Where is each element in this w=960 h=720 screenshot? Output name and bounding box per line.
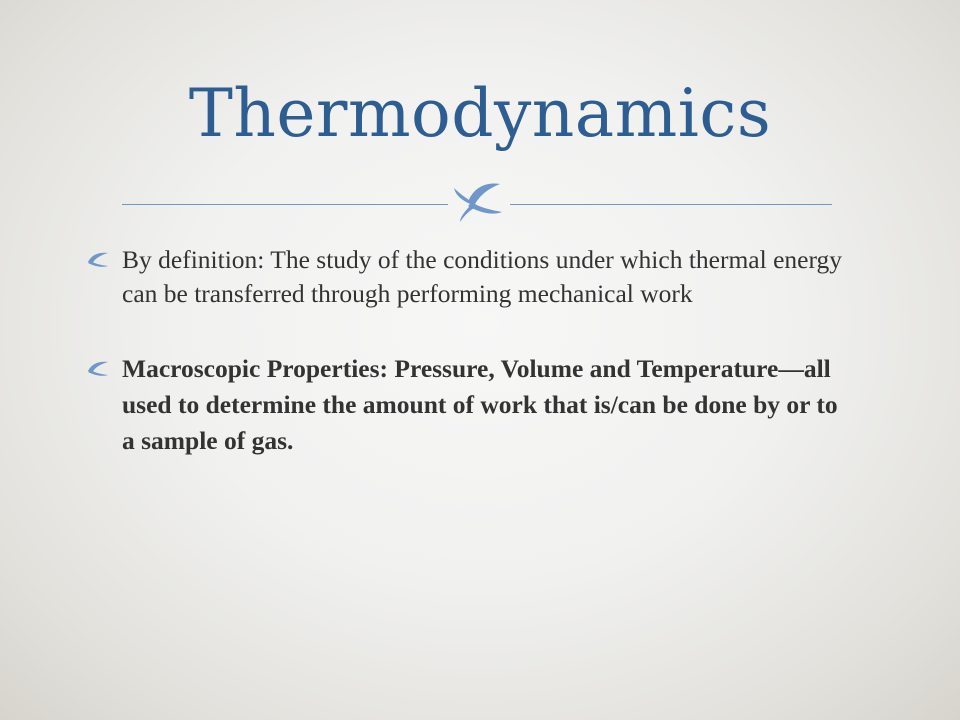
bullet-text-definition: By definition: The study of the conditions under which thermal energy can be transferred through performing mechanical work [122,245,843,308]
bullet-item-macroscopic-properties [86,351,846,459]
bullet-text-macroscopic-properties: Macroscopic Properties: Pressure, Volume and Temperature—all used to determine the amount of work that is/can be done by or to a sample of gas. [122,354,838,455]
title-divider-right [510,204,832,205]
bullet-list [86,243,846,459]
slide-title: Thermodynamics [188,75,772,152]
fleuron-bullet-icon [86,359,110,379]
bullet-item-definition [86,243,846,311]
title-divider-left [122,204,448,205]
sparkle-ornament-icon [448,176,510,224]
fleuron-bullet-icon [86,250,110,270]
